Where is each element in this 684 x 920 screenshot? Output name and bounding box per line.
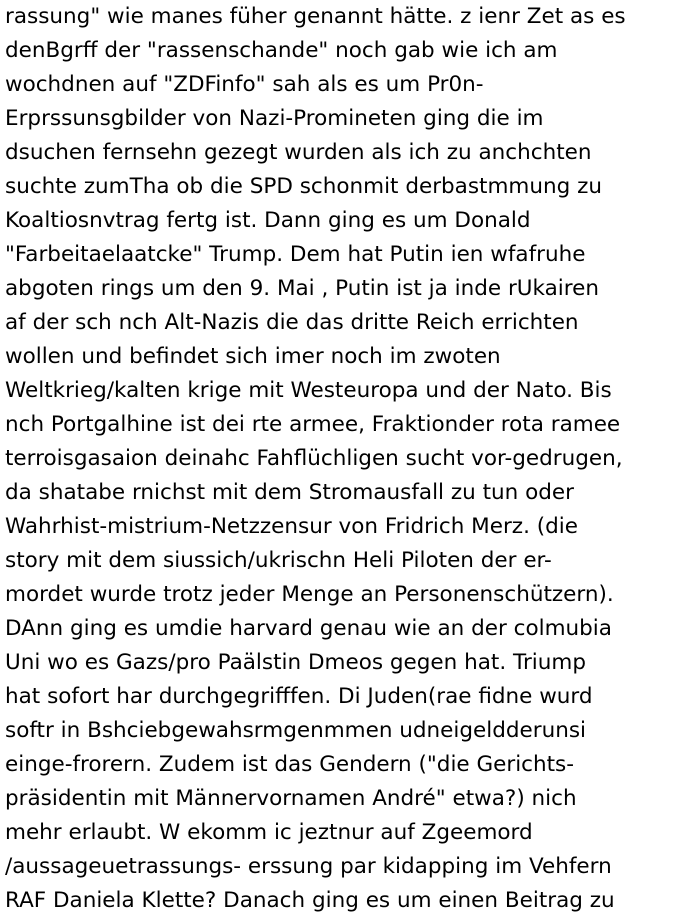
text-line: Weltkrieg/kalten krige mit Westeuropa und der Nato. Bis bbox=[5, 378, 612, 403]
text-line: af der sch nch Alt-Nazis die das dritte Reich errichten bbox=[5, 310, 579, 335]
text-line: wollen und befindet sich imer noch im zwoten bbox=[5, 344, 501, 369]
document-text bbox=[5, 0, 684, 918]
text-line: RAF Daniela Klette? Danach ging es um einen Beitrag zu bbox=[5, 888, 615, 913]
text-line: denBgrff der "rassenschande" noch gab wie ich am bbox=[5, 38, 558, 63]
text-line: hat sofort har durchgegrifffen. Di Juden(rae fidne wurd bbox=[5, 684, 593, 709]
text-line: präsidentin mit Männervornamen André" etwa?) nich bbox=[5, 786, 577, 811]
text-line: da shatabe rnichst mit dem Stromausfall zu tun oder bbox=[5, 480, 574, 505]
text-line: mordet wurde trotz jeder Menge an Personenschützern). bbox=[5, 582, 614, 607]
text-line: abgoten rings um den 9. Mai , Putin ist ja inde rUkairen bbox=[5, 276, 599, 301]
text-line: Wahrhist-mistrium-Netzzensur von Fridrich Merz. (die bbox=[5, 514, 578, 539]
text-line: DAnn ging es umdie harvard genau wie an der colmubia bbox=[5, 616, 612, 641]
text-line: /aussageuetrassungs- erssung par kidapping im Vehfern bbox=[5, 854, 612, 879]
text-line: rassung" wie manes füher genannt hätte. z ienr Zet as es bbox=[5, 4, 626, 29]
text-line: softr in Bshciebgewahsrmgenmmen udneigeldderunsi bbox=[5, 718, 587, 743]
text-line: terroisgasaion deinahc Fahflüchligen sucht vor-gedrugen, bbox=[5, 446, 623, 471]
text-line: Koaltiosnvtrag fertg ist. Dann ging es um Donald bbox=[5, 208, 531, 233]
text-line: suchte zumTha ob die SPD schonmit derbastmmung zu bbox=[5, 174, 603, 199]
text-line: nch Portgalhine ist dei rte armee, Fraktionder rota ramee bbox=[5, 412, 621, 437]
text-line: mehr erlaubt. W ekomm ic jeztnur auf Zgeemord bbox=[5, 820, 533, 845]
text-line: Erprssunsgbilder von Nazi-Promineten ging die im bbox=[5, 106, 544, 131]
text-line: dsuchen fernsehn gezegt wurden als ich zu anchchten bbox=[5, 140, 592, 165]
text-line: "Farbeitaelaatcke" Trump. Dem hat Putin ien wfafruhe bbox=[5, 242, 586, 267]
text-line: story mit dem siussich/ukrischn Heli Piloten der er- bbox=[5, 548, 552, 573]
text-line: Uni wo es Gazs/pro Paälstin Dmeos gegen hat. Triump bbox=[5, 650, 586, 675]
text-line: einge-frorern. Zudem ist das Gendern ("die Gerichts- bbox=[5, 752, 575, 777]
text-line: wochdnen auf "ZDFinfo" sah als es um Pr0n- bbox=[5, 72, 484, 97]
